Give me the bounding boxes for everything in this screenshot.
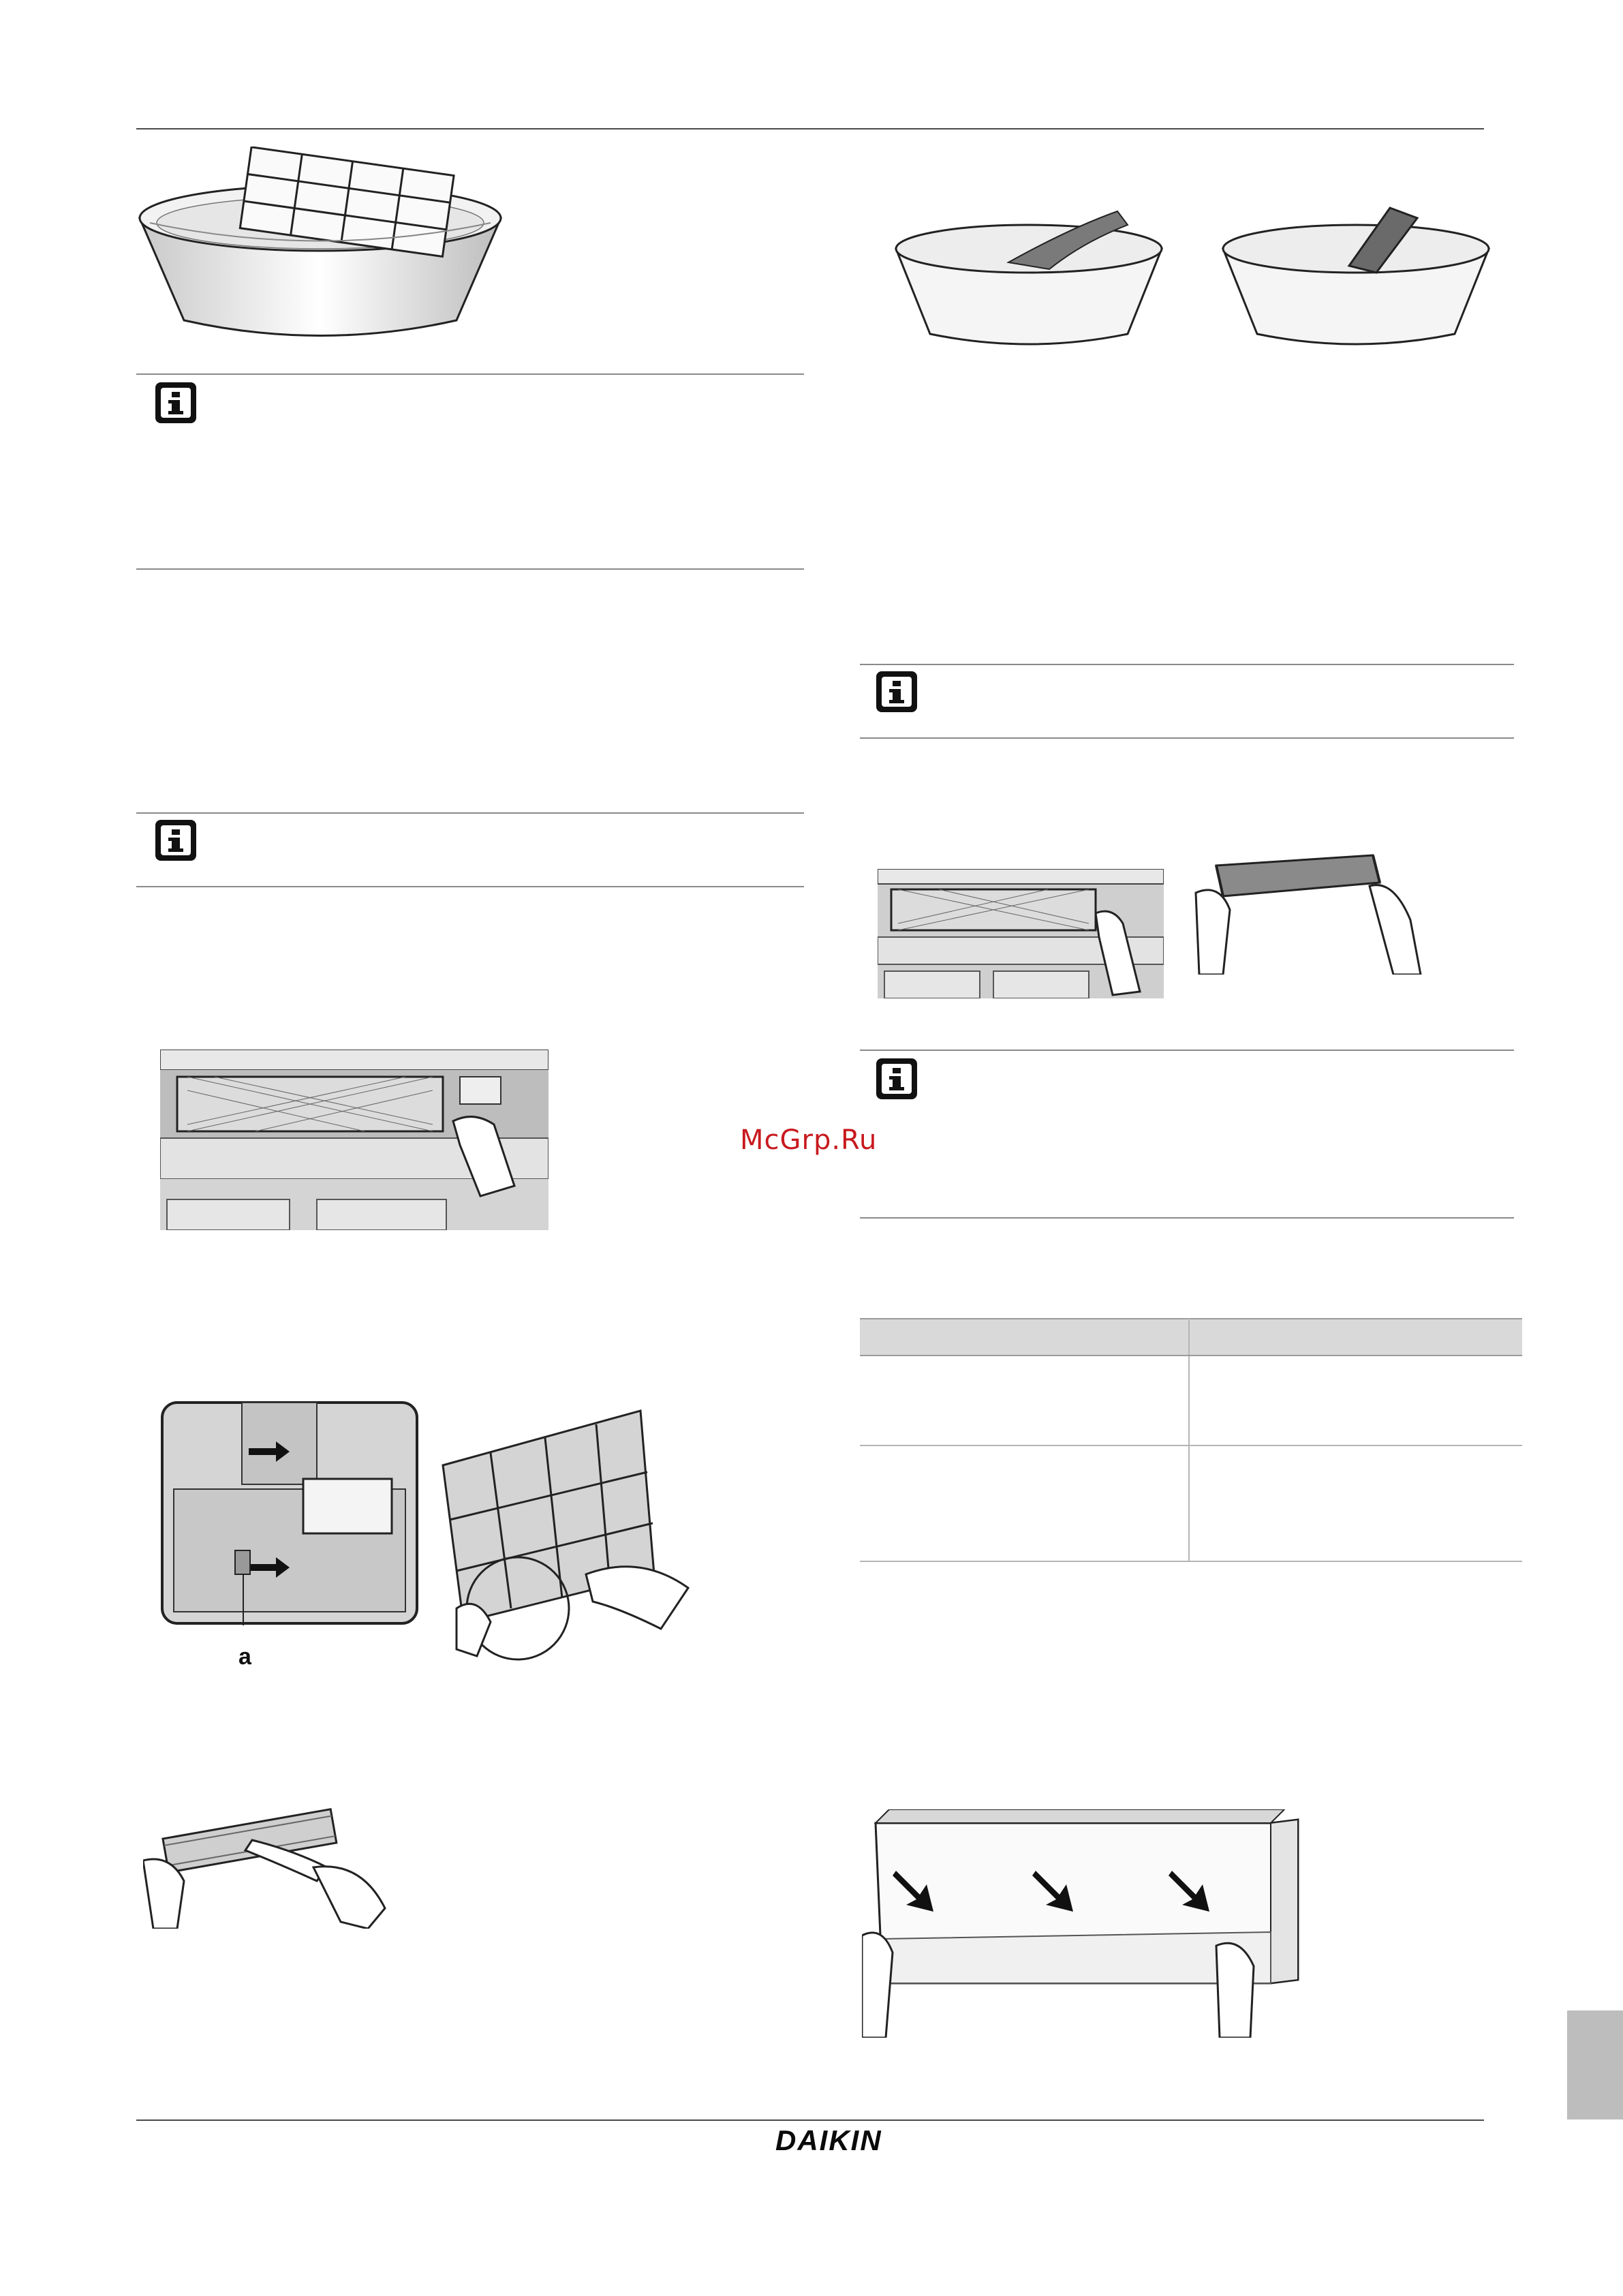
filter-soak-bowl-2-illustration: [1220, 201, 1492, 351]
info-icon: [153, 380, 198, 425]
table-header-2: [1189, 1319, 1522, 1356]
note-rule-top-2: [136, 812, 804, 814]
info-icon: [874, 669, 919, 714]
note-rule-bottom-3: [860, 737, 1514, 739]
filter-clip-detail-illustration: [160, 1400, 419, 1625]
clip-label-a: a: [238, 1644, 251, 1670]
info-icon: [153, 818, 198, 863]
remove-filter-illustration: [160, 1050, 548, 1230]
table-cell: [860, 1356, 1189, 1445]
note-rule-top-4: [860, 1050, 1514, 1051]
filter-soak-bowl-1-illustration: [893, 201, 1165, 351]
note-rule-top-3: [860, 664, 1514, 665]
footer-rule: [136, 2119, 1484, 2121]
daikin-logo: DAIKIN: [775, 2124, 882, 2156]
filter-held-illustration: [1189, 845, 1424, 975]
maintenance-table: [860, 1318, 1522, 1562]
info-icon: [874, 1056, 919, 1101]
note-rule-bottom-1: [136, 568, 804, 570]
note-rule-bottom-2: [136, 886, 804, 887]
table-cell: [1189, 1356, 1522, 1445]
reinstall-filter-illustration: [878, 869, 1164, 998]
note-rule-top-1: [136, 373, 804, 375]
table-row: [860, 1356, 1522, 1445]
note-rule-bottom-4: [860, 1217, 1514, 1219]
watermark: McGrp.Ru: [740, 1124, 878, 1156]
front-panel-illustration: [862, 1809, 1318, 2038]
brush-cleaning-illustration: [143, 1786, 409, 1929]
section-tab-marker: [1567, 2010, 1623, 2119]
filter-in-bowl-illustration: [136, 147, 504, 351]
header-rule: [136, 128, 1484, 129]
table-cell: [1189, 1445, 1522, 1561]
table-cell: [860, 1445, 1189, 1561]
filter-with-hands-illustration: [436, 1404, 729, 1663]
table-row: [860, 1445, 1522, 1561]
table-header-1: [860, 1319, 1189, 1356]
